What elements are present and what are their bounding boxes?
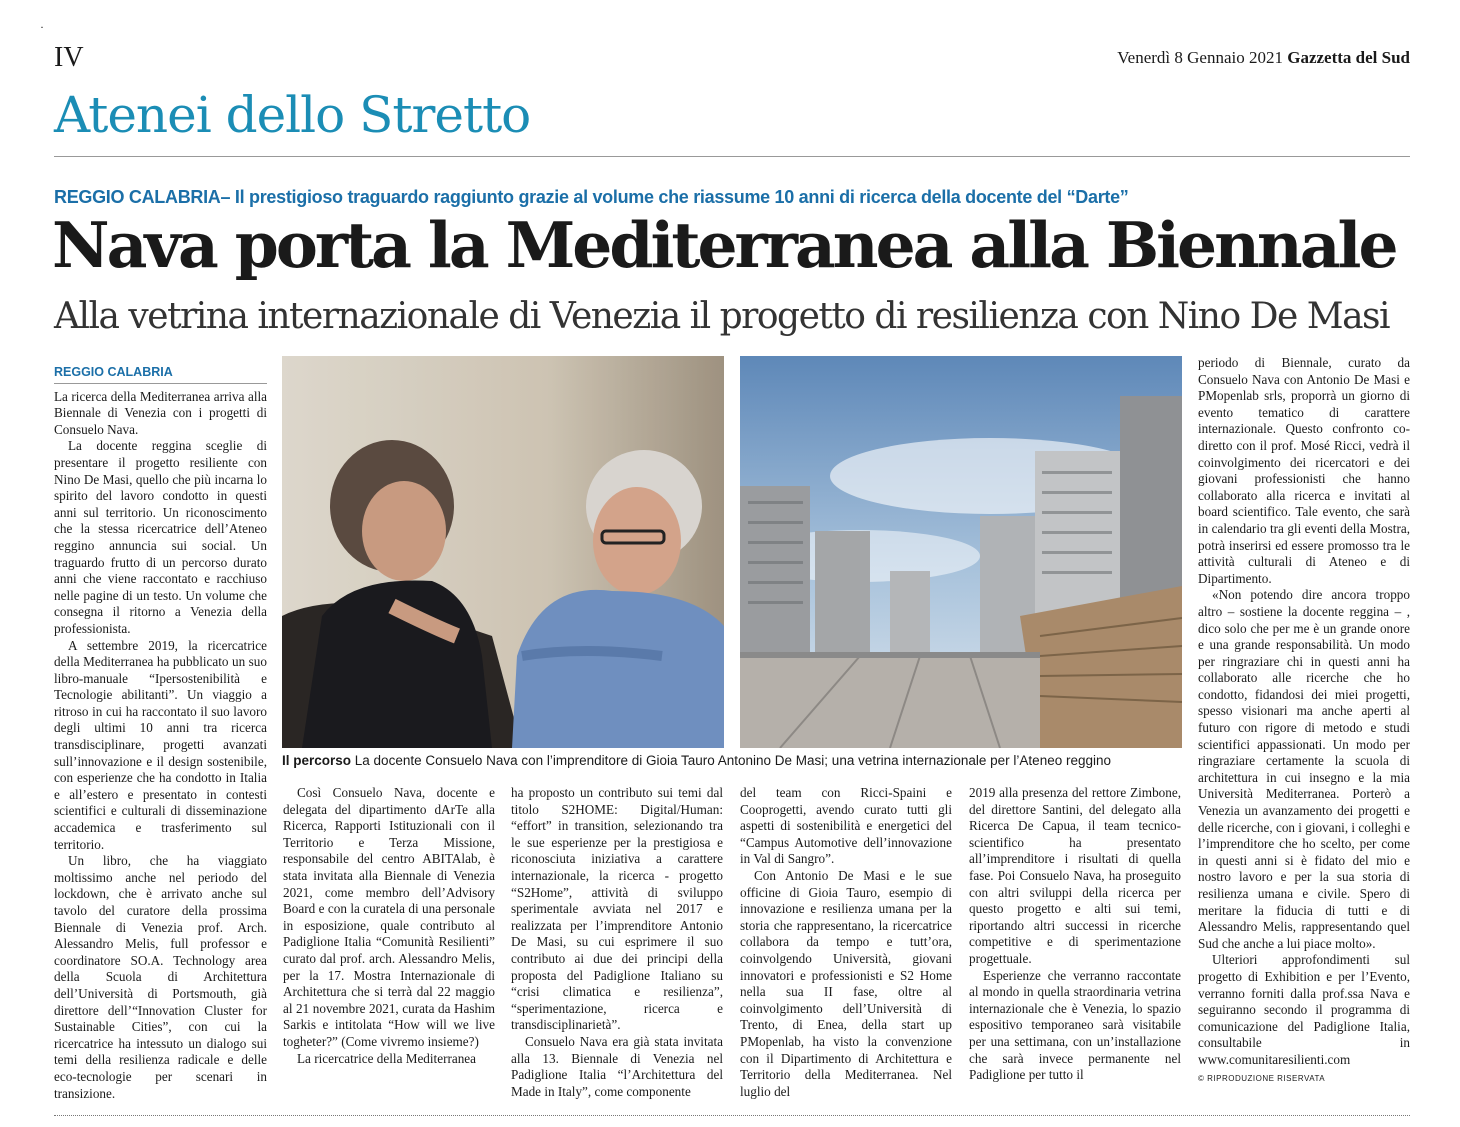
paragraph: Esperienze che verranno raccontate al mondo in quella straordinaria vetrina internazionale che è Venezia, lo spazio espositivo temporaneo sarà visitabile per una settimana, con un’installazione che sarà invece permanente nel Padiglione per tutto il (969, 967, 1181, 1083)
paragraph: del team con Ricci-Spaini e Cooprogetti, avendo curato tutti gli aspetti di sostenibilità e energetici del “Campus Automotive dell’innovazione in Val di Sangro”. (740, 785, 952, 867)
headline: Nava porta la Mediterranea alla Biennale (52, 208, 1396, 282)
paragraph: 2019 alla presenza del rettore Zimbone, del direttore Santini, del delegato alla Ricerca De Capua, il team tecnico-scientifico ha presentato all’imprenditore i risultati di quella fase. Poi Consuelo Nava, ha proseguito con altri sviluppi della ricerca per questo progetto e alti sui temi, riportando altri successi in ricerche competitive e di sperimentazione progettuale. (969, 785, 1181, 966)
subheadline: Alla vetrina internazionale di Venezia il progetto di resilienza con Nino De Masi (54, 296, 1390, 337)
article-column-2 (283, 785, 495, 1067)
issue-date: Venerdì 8 Gennaio 2021 (1117, 48, 1283, 67)
page-number: IV (54, 42, 84, 73)
article-column-6 (1198, 355, 1410, 1087)
kicker (54, 187, 1129, 208)
byline: REGGIO CALABRIA (54, 364, 267, 384)
paragraph: La ricercatrice della Mediterranea (297, 1050, 477, 1066)
masthead (1117, 48, 1410, 68)
campus-photo-illustration (740, 356, 1182, 748)
section-divider (54, 156, 1410, 157)
photo-caption (282, 753, 1111, 768)
paragraph: Così Consuelo Nava, docente e delegata del dipartimento dArTe alla Ricerca, Rapporti Istituzionali con il Territorio e Terza Missione, responsabile del centro ABITAlab, è stata invitata alla Biennale di Venezia 2021, come membro dell’Advisory Board e con la curatela di una personale in esposizione, quale contributo al Padiglione Italia “Comunità Resilienti” curato dal prof. arch. Alessandro Melis, per la 17. Mostra Internazionale di Architettura che si terrà dal 22 maggio al 21 novembre 2021, curata da Hashim Sarkis e intitolata “How will we live togheter?” (Come vivremo insieme?) (283, 785, 495, 1049)
paragraph: La docente reggina sceglie di presentare il progetto resiliente con Nino De Masi, quello che più incarna lo spirito del lavoro condotto in questi anni sul territorio. Un riconoscimento che la stessa ricercatrice dell’Ateneo reggino annuncia sui social. Un traguardo frutto di un percorso durato anni che viene raccontato e racchiuso nelle pagine di un testo. Un volume che consegna il ritorno a Venezia della professionista. (54, 438, 267, 636)
caption-label: Il percorso (282, 753, 352, 768)
article-column-5 (969, 785, 1181, 1084)
paragraph: «Non potendo dire ancora troppo altro – sostiene la docente reggina – , dico solo che per me è un grande onore e una grande responsabilità. Un modo per ringraziare chi in questi anni ha collaborato alle ricerche che ho condotto, fidandosi dei miei progetti, spesso visionari ma anche aperti al futuro con rigore di metodo e studi scientifici appassionati. Un modo per ringraziare certamente la scuola di architettura in cui insegno e la mia Università Mediterranea. Porterò a Venezia un avanzamento dei progetti e delle ricerche, con i giovani, i colleghi e l’imprenditore che ho scelto, per come in questi anni si è fidato del mio e nostro lavoro e per la sua storia di resilienza umana e civile. Spero di meritare la fiducia di tutti e di Alessandro Melis, rappresentando quel Sud che anche a lui piace molto». (1198, 587, 1411, 951)
photo-campus (740, 356, 1182, 748)
page-mark: · (40, 20, 44, 34)
kicker-text: – Il prestigioso traguardo raggiunto grazie al volume che riassume 10 anni di ricerca della docente del “Darte” (220, 187, 1129, 207)
portrait-photo-illustration (282, 356, 724, 748)
paragraph: La ricerca della Mediterranea arriva alla Biennale di Venezia con i progetti di Consuelo Nava. (54, 388, 267, 437)
section-title: Atenei dello Stretto (54, 86, 531, 144)
bottom-divider (54, 1115, 1410, 1116)
article-column-4 (740, 785, 952, 1100)
kicker-place: REGGIO CALABRIA (54, 187, 221, 207)
paragraph: Ulteriori approfondimenti sul progetto di Exhibition e per l’Evento, verranno forniti dalla prof.ssa Nava e seguiranno secondo il programma di comunicazione del Padiglione Italia, consultabile in www.comunitaresilienti.com (1198, 952, 1410, 1067)
paragraph: Consuelo Nava era già stata invitata alla 13. Biennale di Venezia nel Padiglione Italia “l’Architettura del Made in Italy”, come componente (511, 1033, 723, 1099)
copyright-notice: © RIPRODUZIONE RISERVATA (1198, 1073, 1326, 1083)
article-column-3 (511, 785, 723, 1100)
paragraph: Un libro, che ha viaggiato moltissimo anche nel periodo del lockdown, che è arrivato anche sul tavolo del curatore della prossima Biennale di Venezia prof. Arch. Alessandro Melis, full professor e coordinatore SO.A. Technology area della Scuola di Architettura dell’Università di Portsmouth, già direttore dell’“Innovation Cluster for Sustainable Cities”, con cui la ricercatrice ha intessuto un dialogo sui temi della resilienza radicale e delle eco-tecnologie per scenari in transizione. (54, 853, 267, 1101)
newspaper-name: Gazzetta del Sud (1287, 48, 1410, 67)
caption-text: La docente Consuelo Nava con l’imprenditore di Gioia Tauro Antonino De Masi; una vetrina internazionale per l’Ateneo reggino (351, 753, 1111, 768)
paragraph: Con Antonio De Masi e le sue officine di Gioia Tauro, esempio di innovazione e resilienza umana per la storia che rappresentano, la ricercatrice collabora da tempo e tutt’ora, coinvolgendo Università, giovani innovatori e professionisti e S2 Home nella sua II fase, oltre al coinvolgimento dell’Università di Trento, di Enea, della start up PMopenlab, ha visto la convenzione con il Dipartimento di Architettura e Territorio della Mediterranea. Nel luglio del (740, 867, 952, 1099)
photo-portrait (282, 356, 724, 748)
paragraph: A settembre 2019, la ricercatrice della Mediterranea ha pubblicato un suo libro-manuale “Ipersostenibilità e Tecnologie abilitanti”. Un viaggio a ritroso in cui ha raccontato il suo lavoro degli ultimi 10 anni tra ricerca transdisciplinare, progetti avanzati sull’innovazione e il design sostenibile, con esperienze che ha condotto in Italia e all’estero e presentato in contesti scientifici e culturali di disseminazione accademica e trasferimento sul territorio. (54, 637, 267, 852)
article-column-1 (54, 364, 267, 1102)
paragraph: ha proposto un contributo sui temi dal titolo S2HOME: Digital/Human: “effort” in transition, selezionando tra le sue esperienze per la prestigiosa e riconosciuta iniziativa a carattere internazionale, la ricerca - progetto “S2Home”, attività di sviluppo sperimentale avviata nel 2017 e realizzata per l’imprenditore Antonio De Masi, su cui esprimere il suo contributo ai due dei principi della proposta del Padiglione Italiano su “crisi climatica e resilienza”, “sperimentazione, ricerca e transdisciplinarietà”. (511, 785, 723, 1033)
paragraph: periodo di Biennale, curato da Consuelo Nava con Antonio De Masi e PMopenlab srls, proporrà un giorno di evento tematico di carattere internazionale. Questo confronto co-diretto con il prof. Mosé Ricci, vedrà il coinvolgimento dei ricercatori e dei giovani professionisti che hanno collaborato alla ricerca e invitati al board scientifico. Tale evento, che sarà in calendario tra gli eventi della Mostra, potrà inserirsi ed essere promosso tra le attività culturali di Ateneo e di Dipartimento. (1198, 355, 1410, 586)
